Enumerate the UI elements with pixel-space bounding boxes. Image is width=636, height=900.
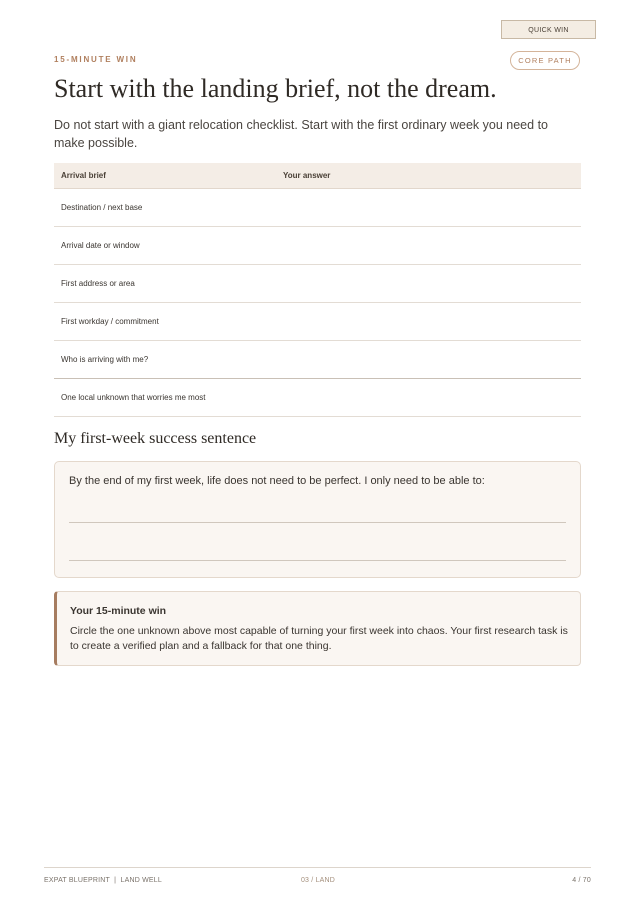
- footer-document-title: EXPAT BLUEPRINT | LAND WELL: [44, 877, 162, 884]
- footer-divider: [44, 867, 591, 868]
- answer-cell[interactable]: [276, 303, 581, 341]
- arrival-brief-table: [54, 163, 581, 417]
- core-path-badge: CORE PATH: [510, 51, 580, 70]
- fifteen-minute-win-callout: [54, 591, 581, 666]
- page-title: Start with the landing brief, not the dream.: [54, 74, 497, 103]
- footer-section-label: 03 / LAND: [300, 877, 336, 884]
- column-header-your-answer: Your answer: [276, 163, 581, 189]
- callout-title: Your 15-minute win: [70, 605, 167, 617]
- table-row: [54, 227, 581, 265]
- success-sentence-prompt: By the end of my first week, life does not need to be perfect. I only need to be able to:: [69, 475, 485, 487]
- success-sentence-box: [54, 461, 581, 578]
- writing-line[interactable]: [69, 522, 566, 523]
- table-row: [54, 379, 581, 417]
- table-header-row: [54, 163, 581, 189]
- callout-body: Circle the one unknown above most capable of turning your first week into chaos. Your first research task is to create a verified plan and a fallback for that one thing.: [70, 625, 568, 652]
- writing-line[interactable]: [69, 560, 566, 561]
- column-header-arrival-brief: Arrival brief: [54, 163, 276, 189]
- row-label: First address or area: [54, 265, 276, 303]
- row-label: First workday / commitment: [54, 303, 276, 341]
- answer-cell[interactable]: [276, 265, 581, 303]
- row-label: Destination / next base: [54, 189, 276, 227]
- table-row: [54, 265, 581, 303]
- row-label: Who is arriving with me?: [54, 341, 276, 379]
- footer-page-number: 4 / 70: [572, 877, 591, 884]
- answer-cell[interactable]: [276, 189, 581, 227]
- row-label: Arrival date or window: [54, 227, 276, 265]
- answer-cell[interactable]: [276, 379, 581, 417]
- answer-cell[interactable]: [276, 341, 581, 379]
- table-row: [54, 189, 581, 227]
- intro-paragraph: Do not start with a giant relocation checklist. Start with the first ordinary week you need to make possible.: [54, 118, 548, 150]
- quick-win-badge: QUICK WIN: [501, 20, 596, 39]
- table-row: [54, 303, 581, 341]
- section-eyebrow: 15-MINUTE WIN: [54, 55, 138, 64]
- success-sentence-heading: My first-week success sentence: [54, 430, 257, 447]
- table-row: [54, 341, 581, 379]
- row-label: One local unknown that worries me most: [54, 379, 276, 417]
- answer-cell[interactable]: [276, 227, 581, 265]
